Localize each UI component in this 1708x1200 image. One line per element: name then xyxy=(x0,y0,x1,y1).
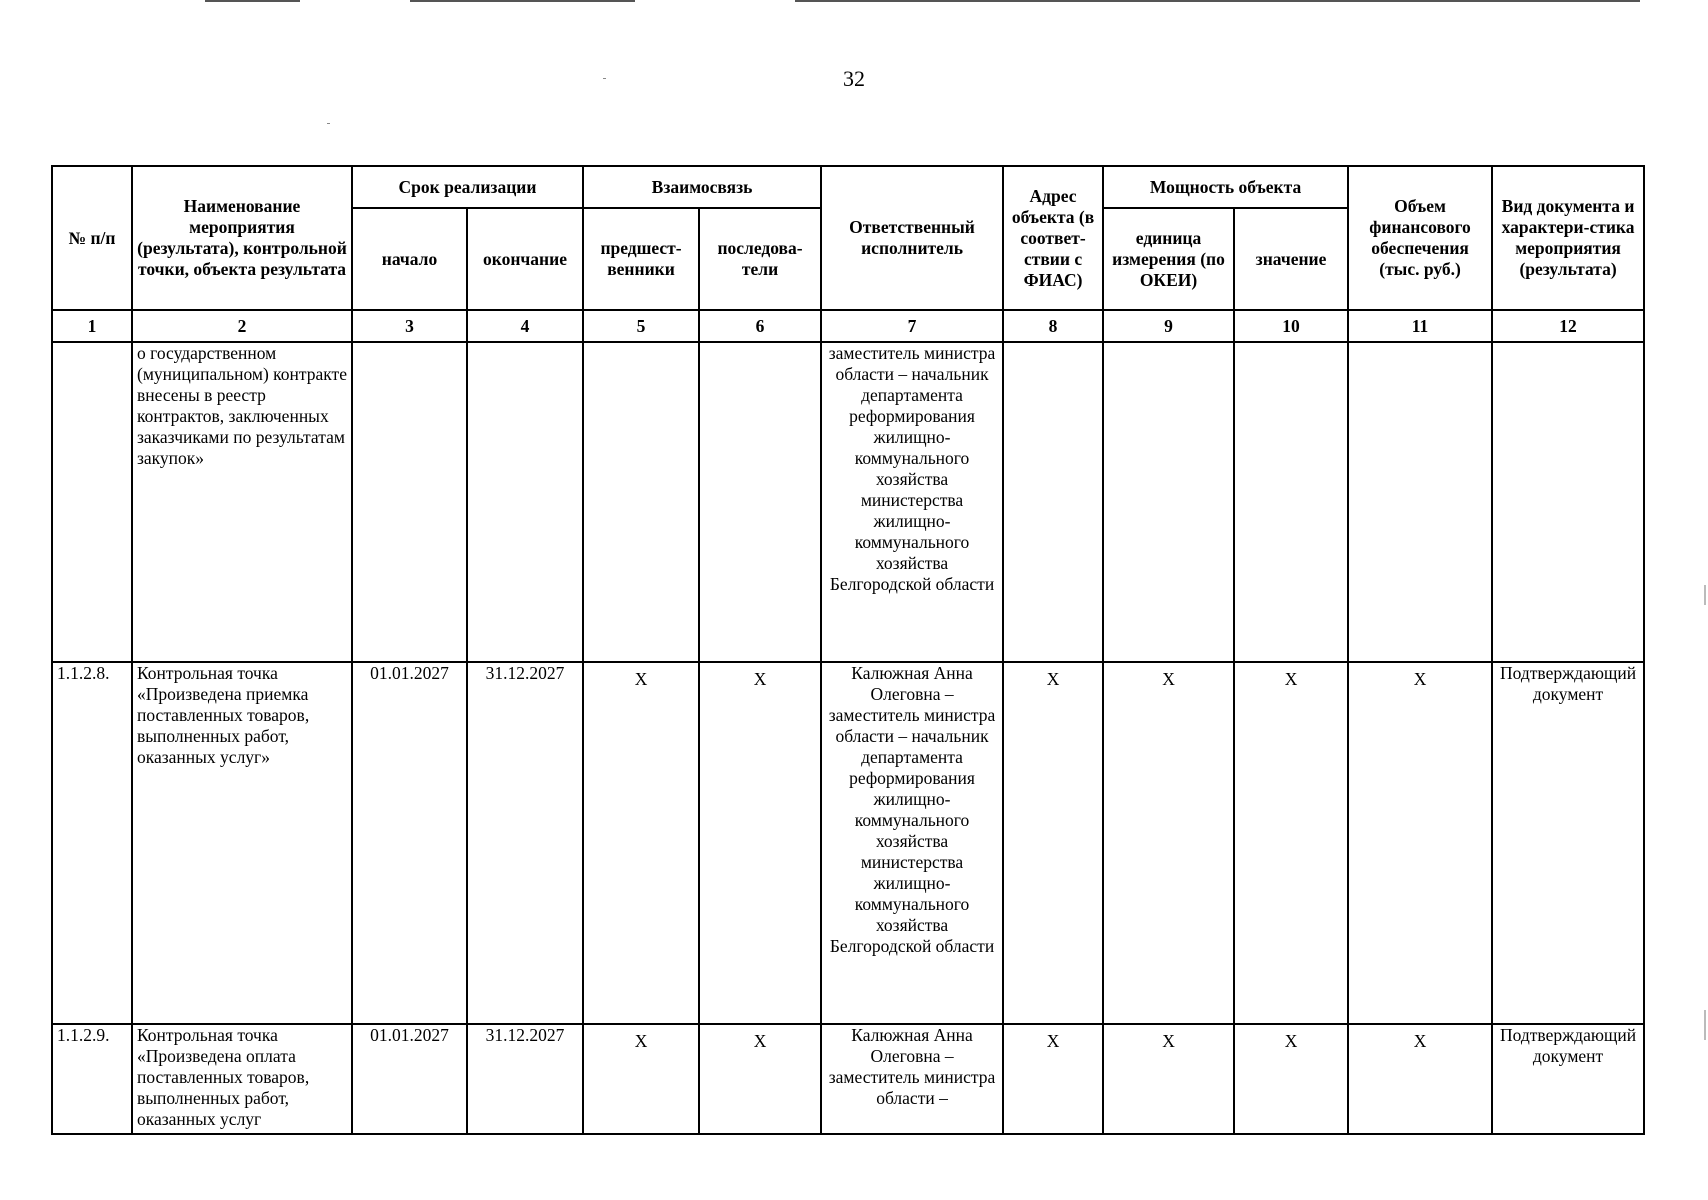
cell-finance: X xyxy=(1348,662,1492,1024)
scan-edge-mark xyxy=(1704,585,1706,605)
scan-speck xyxy=(603,78,606,79)
cell-start: 01.01.2027 xyxy=(352,1024,467,1134)
cell-num: 1.1.2.8. xyxy=(52,662,132,1024)
scan-edge-mark xyxy=(1704,1010,1706,1040)
column-number: 6 xyxy=(699,310,821,342)
scan-speck xyxy=(327,123,330,124)
cell-doc: Подтверждающий документ xyxy=(1492,662,1644,1024)
cell-value: X xyxy=(1234,662,1348,1024)
scan-top-line xyxy=(410,0,635,2)
cell-num: 1.1.2.9. xyxy=(52,1024,132,1134)
cell-doc xyxy=(1492,342,1644,662)
cell-unit: X xyxy=(1103,1024,1234,1134)
cell-doc: Подтверждающий документ xyxy=(1492,1024,1644,1134)
cell-predecessors: X xyxy=(583,662,699,1024)
header-finance: Объем финансового обеспечения (тыс. руб.) xyxy=(1348,166,1492,310)
cell-address: X xyxy=(1003,1024,1103,1134)
table-row xyxy=(52,1024,1644,1134)
header-end: окончание xyxy=(467,208,583,310)
header-unit: единица измерения (по ОКЕИ) xyxy=(1103,208,1234,310)
header-successors: последова-тели xyxy=(699,208,821,310)
cell-predecessors xyxy=(583,342,699,662)
cell-num xyxy=(52,342,132,662)
cell-start: 01.01.2027 xyxy=(352,662,467,1024)
plan-table xyxy=(51,165,1645,1135)
cell-responsible: Калюжная Анна Олеговна – заместитель министра области – начальник департамента реформирования жилищно-коммунального хозяйства министерства жилищно-коммунального хозяйства Белгородской области xyxy=(821,662,1003,1024)
cell-address: X xyxy=(1003,662,1103,1024)
column-number: 5 xyxy=(583,310,699,342)
column-number: 4 xyxy=(467,310,583,342)
header-num: № п/п xyxy=(52,166,132,310)
cell-value xyxy=(1234,342,1348,662)
cell-end: 31.12.2027 xyxy=(467,1024,583,1134)
column-number: 7 xyxy=(821,310,1003,342)
table-row xyxy=(52,342,1644,662)
cell-successors xyxy=(699,342,821,662)
cell-name: Контрольная точка «Произведена приемка поставленных товаров, выполненных работ, оказанных услуг» xyxy=(132,662,352,1024)
header-address: Адрес объекта (в соответ-ствии с ФИАС) xyxy=(1003,166,1103,310)
cell-unit xyxy=(1103,342,1234,662)
header-group-capacity: Мощность объекта xyxy=(1103,166,1348,208)
header-predecessors: предшест-венники xyxy=(583,208,699,310)
column-number: 9 xyxy=(1103,310,1234,342)
cell-value: X xyxy=(1234,1024,1348,1134)
header-group-term: Срок реализации xyxy=(352,166,583,208)
cell-name: Контрольная точка «Произведена оплата поставленных товаров, выполненных работ, оказанных услуг xyxy=(132,1024,352,1134)
column-number: 11 xyxy=(1348,310,1492,342)
column-number: 10 xyxy=(1234,310,1348,342)
header-name: Наименование мероприятия (результата), контрольной точки, объекта результата xyxy=(132,166,352,310)
cell-successors: X xyxy=(699,662,821,1024)
header-start: начало xyxy=(352,208,467,310)
cell-start xyxy=(352,342,467,662)
column-number: 8 xyxy=(1003,310,1103,342)
header-doc: Вид документа и характери-стика мероприятия (результата) xyxy=(1492,166,1644,310)
scan-top-line xyxy=(795,0,1640,2)
header-value: значение xyxy=(1234,208,1348,310)
cell-responsible: Калюжная Анна Олеговна – заместитель министра области – xyxy=(821,1024,1003,1134)
cell-finance xyxy=(1348,342,1492,662)
cell-successors: X xyxy=(699,1024,821,1134)
header-group-link: Взаимосвязь xyxy=(583,166,821,208)
scan-top-line xyxy=(205,0,300,2)
cell-unit: X xyxy=(1103,662,1234,1024)
cell-name: о государственном (муниципальном) контракте внесены в реестр контрактов, заключенных заказчиками по результатам закупок» xyxy=(132,342,352,662)
column-number-row xyxy=(52,310,1644,342)
column-number: 1 xyxy=(52,310,132,342)
cell-responsible: заместитель министра области – начальник департамента реформирования жилищно-коммунального хозяйства министерства жилищно-коммунального хозяйства Белгородской области xyxy=(821,342,1003,662)
column-number: 12 xyxy=(1492,310,1644,342)
cell-address xyxy=(1003,342,1103,662)
column-number: 2 xyxy=(132,310,352,342)
cell-end xyxy=(467,342,583,662)
cell-predecessors: X xyxy=(583,1024,699,1134)
cell-end: 31.12.2027 xyxy=(467,662,583,1024)
page-number: 32 xyxy=(843,66,865,91)
table-row xyxy=(52,662,1644,1024)
header-responsible: Ответственный исполнитель xyxy=(821,166,1003,310)
column-number: 3 xyxy=(352,310,467,342)
cell-finance: X xyxy=(1348,1024,1492,1134)
